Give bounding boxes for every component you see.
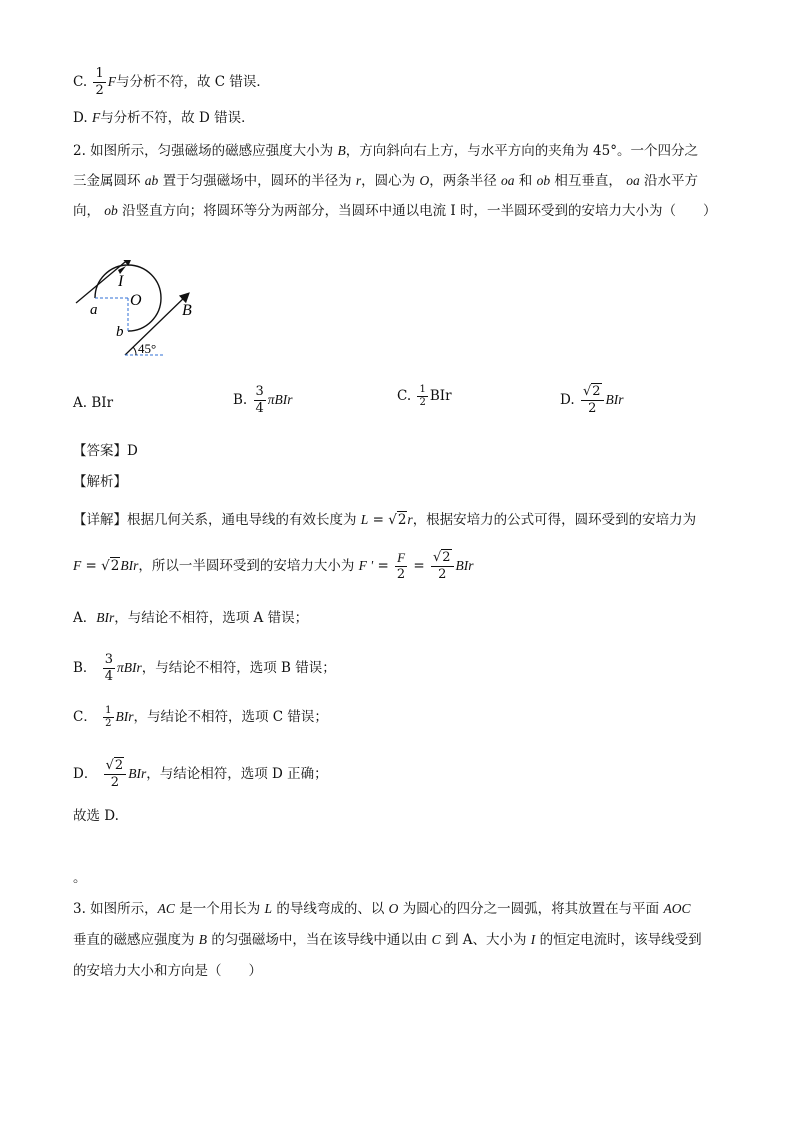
expr: πBIr (117, 660, 142, 675)
var-r: r (407, 512, 413, 527)
answer-line (73, 441, 138, 461)
option-label: A. (73, 395, 88, 411)
q2-line-3 (73, 201, 717, 221)
expr: BIr (115, 709, 134, 724)
fraction (395, 550, 407, 583)
detail-tag: 【详解】 (73, 512, 127, 528)
text: 向， (73, 203, 100, 219)
q3-line-3 (73, 961, 262, 981)
denominator: 2 (105, 718, 112, 729)
option-label: D. (560, 392, 575, 408)
label-O: O (130, 292, 142, 309)
denominator: 2 (419, 397, 426, 408)
label-B: B (182, 302, 192, 319)
radicand: 2 (110, 558, 120, 574)
text: ，与结论不相符，选项 B 错误； (141, 660, 336, 676)
var-oa: oa (626, 173, 640, 188)
option-expr: BIr (605, 392, 624, 407)
option-label: C． (73, 709, 97, 725)
var-I: I (530, 932, 536, 947)
text: ，所以一半圆环受到的安培力大小为 (138, 558, 355, 574)
text: 根据几何关系，通电导线的有效长度为 (127, 512, 357, 528)
option-expr: πBIr (267, 392, 293, 407)
analysis-tag: 【解析】 (73, 474, 127, 490)
text: 为圆心的四分之一圆弧，将其放置在与平面 (402, 901, 660, 917)
expr: BIr (128, 766, 147, 781)
numerator (581, 384, 604, 401)
numerator: 3 (104, 652, 113, 667)
answer-value: D (127, 443, 138, 459)
text: ，两条半径 (429, 173, 497, 189)
q3-line-1 (73, 899, 690, 919)
denominator: 2 (396, 567, 406, 582)
fraction (104, 758, 127, 791)
fraction (103, 705, 113, 730)
analysis-c (73, 705, 328, 730)
var-O: O (419, 173, 430, 188)
prev-option-d (73, 108, 255, 128)
option-label: B. (233, 392, 248, 408)
option-label: C. (397, 388, 412, 404)
detail-line-2 (73, 550, 474, 583)
text: 的导线弯成的、以 (276, 901, 385, 917)
fraction (254, 384, 266, 417)
numerator: 1 (419, 384, 426, 395)
text: ，圆心为 (361, 173, 416, 189)
angle-arc (133, 347, 136, 355)
var-C: C (431, 932, 441, 947)
denominator: 2 (438, 567, 447, 582)
denominator: 4 (255, 401, 264, 416)
text: 沿水平方 (643, 173, 698, 189)
var-B: B (337, 143, 346, 158)
sqrt: √2 (105, 758, 124, 773)
text: 故选 D. (73, 808, 119, 824)
expr: BIr (455, 558, 474, 573)
text: 是一个用长为 (179, 901, 261, 917)
var-F: F (91, 110, 101, 125)
analysis-a (73, 608, 308, 628)
expr: BIr (96, 610, 115, 625)
text: 的恒定电流时，该导线受到 (539, 932, 702, 948)
q2-line-1 (73, 141, 698, 161)
option-label: C. (73, 74, 88, 90)
text: 3. 如图所示， (73, 901, 158, 917)
text: 垂直的磁感应强度为 (73, 932, 195, 948)
option-label: D. (73, 110, 88, 126)
option-text: 与分析不符，故 C 错误． (115, 74, 270, 90)
radicand: 2 (442, 550, 451, 565)
option-label: B． (73, 660, 97, 676)
var-r: r (355, 173, 362, 188)
var-oa: oa (501, 173, 515, 188)
label-angle: 45° (138, 341, 157, 356)
numerator: 1 (105, 705, 112, 716)
expr: BIr (120, 558, 139, 573)
sqrt: √2 (388, 512, 407, 528)
label-b: b (116, 324, 124, 340)
numerator: F (397, 550, 406, 565)
numerator (431, 550, 454, 567)
text: 的安培力大小和方向是（ ） (73, 963, 262, 979)
text: 的匀强磁场中，当在该导线中通以由 (211, 932, 428, 948)
text: ，根据安培力的公式可得，圆环受到的安培力为 (412, 512, 697, 528)
fraction-half (93, 66, 105, 99)
q2-option-c (397, 384, 452, 409)
var-B: B (198, 932, 208, 947)
q2-option-d (560, 384, 624, 417)
sqrt: √2 (432, 550, 451, 565)
numerator: 3 (255, 384, 264, 399)
var-F: F (73, 558, 82, 573)
var-L: L (360, 512, 369, 527)
numerator (104, 758, 127, 775)
fraction (103, 652, 115, 685)
var-F: F (107, 74, 116, 89)
var-O: O (388, 901, 399, 916)
text: 和 (518, 173, 533, 189)
text: ，方向斜向右上方，与水平方向的夹角为 45°。一个四分之 (345, 143, 698, 159)
denominator: 4 (104, 669, 113, 684)
equals: = (372, 512, 384, 528)
text: 三金属圆环 (73, 173, 141, 189)
option-text: BIr (429, 388, 452, 404)
analysis-tag-line (73, 472, 127, 492)
option-text: 与分析不符，故 D 错误． (100, 110, 255, 126)
var-ab: ab (144, 173, 159, 188)
q2-option-b (233, 384, 293, 417)
denominator: 2 (95, 83, 104, 98)
conclusion (73, 806, 119, 826)
text: ，与结论相符，选项 D 正确； (146, 766, 328, 782)
var-L: L (264, 901, 273, 916)
text: 沿竖直方向；将圆环等分为两部分，当圆环中通以电流 I 时，一半圆环受到的安培力大小为（ ） (122, 203, 717, 219)
var-ob: ob (104, 203, 118, 218)
denominator: 2 (588, 401, 597, 416)
fraction (431, 550, 454, 583)
equals: = (413, 558, 425, 574)
analysis-d (73, 758, 328, 791)
denominator: 2 (110, 775, 120, 790)
q2-figure (68, 260, 208, 360)
q3-line-2 (73, 930, 702, 950)
numerator: 1 (95, 66, 104, 81)
answer-tag: 【答案】 (73, 443, 127, 459)
fraction (417, 384, 427, 409)
text: ，与结论不相符，选项 C 错误； (133, 709, 328, 725)
option-text: BIr (91, 395, 114, 411)
var-ob: ob (536, 173, 551, 188)
text: 2. 如图所示，匀强磁场的磁感应强度大小为 (73, 143, 334, 159)
label-a: a (90, 302, 98, 318)
text: 。 (73, 870, 87, 886)
detail-line-1 (73, 510, 696, 530)
radicand: 2 (397, 512, 407, 528)
text: 相互垂直， (554, 173, 622, 189)
q2-option-a (73, 395, 113, 411)
option-label: A． (73, 610, 97, 626)
var-F-prime: F ' (358, 558, 374, 573)
text: 置于匀强磁场中，圆环的半径为 (162, 173, 352, 189)
sqrt: √2 (101, 558, 120, 574)
var-AC: AC (157, 901, 175, 916)
var-AOC: AOC (663, 901, 691, 916)
equals: = (377, 558, 389, 574)
radicand: 2 (114, 758, 124, 773)
analysis-b (73, 652, 336, 685)
equals: = (85, 558, 97, 574)
q2-line-2 (73, 171, 698, 191)
text: ，与结论不相符，选项 A 错误； (114, 610, 309, 626)
radicand: 2 (592, 384, 601, 399)
text: 到 A、大小为 (444, 932, 527, 948)
prev-option-c (73, 66, 270, 99)
separator-dot (73, 868, 87, 888)
sqrt: √2 (582, 384, 601, 399)
option-label: D． (73, 766, 98, 782)
fraction (581, 384, 604, 417)
label-I: I (118, 273, 124, 290)
